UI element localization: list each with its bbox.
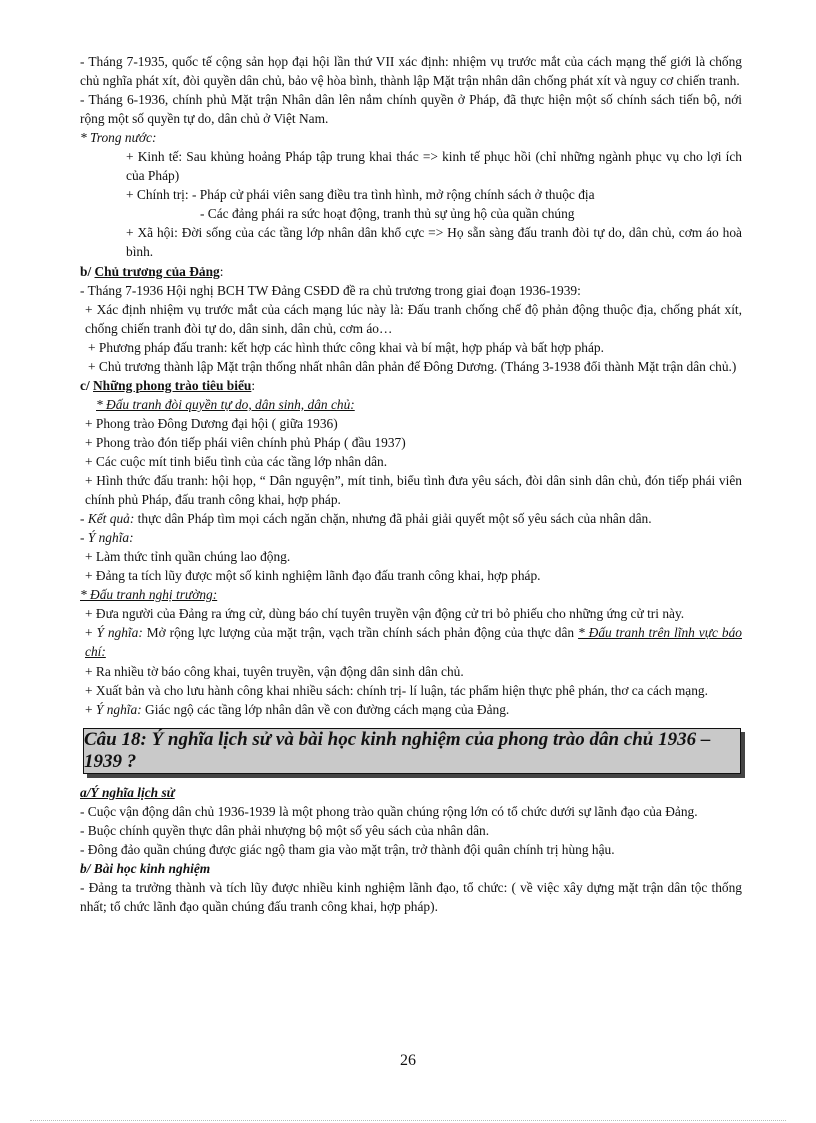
item-economy: + Kinh tế: Sau khủng hoảng Pháp tập trung khai thác => kinh tế phục hồi (chỉ những ngành phục vụ cho lợi ích của Pháp) bbox=[126, 149, 742, 184]
paragraph-conference-1936: - Tháng 7-1936 Hội nghị BCH TW Đảng CSĐD đề ra chủ trương trong giai đoạn 1936-1939: bbox=[80, 282, 581, 298]
item-politics-parties: - Các đảng phái ra sức hoạt động, tranh thủ sự ủng hộ của quần chúng bbox=[200, 206, 575, 222]
page-bottom-divider bbox=[30, 1120, 786, 1121]
heading-lessons: b/ Bài học kinh nghiệm bbox=[80, 860, 211, 876]
heading-meaning: - Ý nghĩa: bbox=[80, 530, 134, 546]
paragraph-lessons: - Đảng ta trưởng thành và tích lũy được nhiều kinh nghiệm lãnh đạo, tổ chức: ( về việc xây dựng mặt trận dân tộc thống nhất; tổ chức lãnh đạo quần chúng đấu tranh công khai, hợp pháp). bbox=[80, 879, 742, 914]
item-congress: + Phong trào Đông Dương đại hội ( giữa 1936) bbox=[85, 415, 338, 431]
item-rallies: + Các cuộc mít tinh biểu tình của các tầng lớp nhân dân. bbox=[85, 453, 388, 469]
section-b-heading: b/ Chủ trương của Đảng: bbox=[80, 263, 224, 279]
page-number: 26 bbox=[400, 1052, 416, 1069]
paragraph-masses: - Đông đảo quần chúng được giác ngộ tham gia vào mặt trận, trở thành đội quân chính trị hùng hậu. bbox=[80, 841, 615, 857]
paragraph-result: - Kết quả: thực dân Pháp tìm mọi cách ngăn chặn, nhưng đã phải giải quyết một số yêu sách của nhân dân. bbox=[80, 511, 652, 527]
item-meaning-parliament: + Ý nghĩa: Mở rộng lực lượng của mặt trận, vạch trần chính sách phản động của thực dân * Đấu tranh trên lĩnh vực báo chí: bbox=[85, 625, 742, 660]
paragraph-popular-front-1936: - Tháng 6-1936, chính phủ Mặt trận Nhân dân lên nắm chính quyền ở Pháp, đã thực hiện một số chính sách tiến bộ, nới rộng một số quyền tự do, dân chủ ở Việt Nam. bbox=[80, 92, 742, 127]
subheading-civil-rights: * Đấu tranh đòi quyền tự do, dân sinh, dân chủ: bbox=[96, 396, 355, 412]
item-meaning-press: + Ý nghĩa: Giác ngộ các tầng lớp nhân dân về con đường cách mạng của Đảng. bbox=[85, 701, 510, 717]
item-awaken: + Làm thức tỉnh quần chúng lao động. bbox=[85, 549, 291, 565]
item-candidates: + Đưa người của Đảng ra ứng cử, dùng báo chí tuyên truyền vận động cử tri bỏ phiếu cho những ứng cử tri này. bbox=[85, 606, 685, 622]
item-experience: + Đảng ta tích lũy được một số kinh nghiệm lãnh đạo đấu tranh công khai, hợp pháp. bbox=[85, 568, 541, 584]
item-forms: + Hình thức đấu tranh: hội họp, “ Dân nguyện”, mít tinh, biểu tình đưa yêu sách, đòi dân sinh dân chủ, đón tiếp phái viên chính phủ Pháp, đấu tranh công khai, hợp pháp. bbox=[85, 473, 742, 508]
item-task: + Xác định nhiệm vụ trước mắt của cách mạng lúc này là: Đấu tranh chống chế độ phản động thuộc địa, chống phát xít, chống chiến tranh đòi tự do, dân sinh, dân chủ, cơm áo… bbox=[85, 301, 742, 336]
paragraph-comintern-1935: - Tháng 7-1935, quốc tế cộng sản họp đại hội lần thứ VII xác định: nhiệm vụ trước mắt của cách mạng thế giới là chống chủ nghĩa phát xít, đòi quyền dân chủ, bảo vệ hòa bình, thành lập Mặt trận nhân dân chống phát xít và nguy cơ chiến tranh. bbox=[80, 54, 742, 89]
section-c-heading: c/ Những phong trào tiêu biểu: bbox=[80, 377, 256, 393]
paragraph-movement: - Cuộc vận động dân chủ 1936-1939 là một phong trào quần chúng rộng lớn có tổ chức dưới sự lãnh đạo của Đảng. bbox=[80, 803, 698, 819]
item-welcome-envoy: + Phong trào đón tiếp phái viên chính phủ Pháp ( đầu 1937) bbox=[85, 434, 406, 450]
subheading-parliament: * Đấu tranh nghị trường: bbox=[80, 587, 218, 603]
paragraph-concession: - Buộc chính quyền thực dân phải nhượng bộ một số yêu sách của nhân dân. bbox=[80, 822, 490, 838]
heading-domestic: * Trong nước: bbox=[80, 130, 157, 146]
question-18-title: Câu 18: Ý nghĩa lịch sử và bài học kinh nghiệm của phong trào dân chủ 1936 – 1939 ? bbox=[84, 728, 711, 772]
document-page bbox=[80, 52, 742, 916]
item-books: + Xuất bản và cho lưu hành công khai nhiều sách: chính trị- lí luận, tác phẩm hiện thực phê phán, thơ ca cách mạng. bbox=[85, 682, 708, 698]
item-society: + Xã hội: Đời sống của các tầng lớp nhân dân khổ cực => Họ sẵn sàng đấu tranh đòi tự do, dân chủ, cơm áo hoà bình. bbox=[126, 225, 742, 260]
item-politics: + Chính trị: - Pháp cử phái viên sang điều tra tình hình, mở rộng chính sách ở thuộc địa bbox=[126, 187, 595, 203]
item-method: + Phương pháp đấu tranh: kết hợp các hình thức công khai và bí mật, hợp pháp và bất hợp pháp. bbox=[88, 339, 604, 355]
question-18-banner bbox=[83, 728, 741, 774]
item-newspapers: + Ra nhiều tờ báo công khai, tuyên truyền, vận động dân sinh dân chủ. bbox=[85, 663, 464, 679]
item-front: + Chủ trương thành lập Mặt trận thống nhất nhân dân phản đế Đông Dương. (Tháng 3-1938 đổi thành Mặt trận dân chủ.) bbox=[88, 358, 737, 374]
heading-historical-meaning: a/Ý nghĩa lịch sử bbox=[80, 784, 175, 800]
